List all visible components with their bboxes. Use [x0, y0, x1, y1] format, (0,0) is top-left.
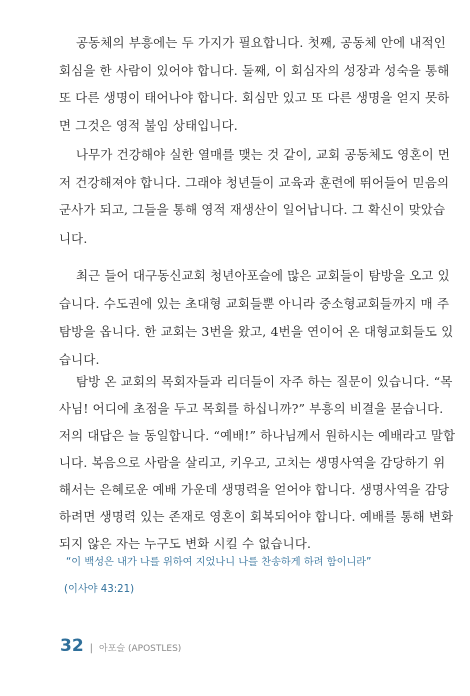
body-line: 해서는 은혜로운 예배 가운데 생명력을 얻어야 합니다. 생명사역을 감당	[59, 482, 450, 497]
body-line: 니다. 복음으로 사람을 살리고, 키우고, 고치는 생명사역을 감당하기 위	[59, 455, 446, 470]
body-line: 습니다. 수도권에 있는 초대형 교회들뿐 아니라 중소형교회들까지 매 주	[59, 296, 450, 311]
body-line: 탐방 온 교회의 목회자들과 리더들이 자주 하는 질문이 있습니다. “목	[76, 374, 453, 389]
body-line: 최근 들어 대구동신교회 청년아포슬에 많은 교회들이 탐방을 오고 있	[76, 268, 450, 283]
body-line: 나무가 건강해야 실한 열매를 맺는 것 같이, 교회 공동체도 영혼이 먼	[76, 147, 451, 162]
body-line: 공동체의 부흥에는 두 가지가 필요합니다. 첫째, 공동체 안에 내적인	[76, 35, 446, 50]
footer-separator: |	[89, 643, 94, 654]
body-line: 군사가 되고, 그들을 통해 영적 재생산이 일어납니다. 그 확신이 맞았습	[59, 202, 446, 217]
body-line: 저 건강해져야 합니다. 그래야 청년들이 교육과 훈련에 뛰어들어 믿음의	[59, 175, 450, 190]
body-line: 사님! 어디에 초점을 두고 목회를 하십니까?” 부흥의 비결을 묻습니다.	[59, 401, 444, 416]
page-number: 32	[60, 636, 84, 656]
body-line: 탐방을 옵니다. 한 교회는 3번을 왔고, 4번을 연이어 온 대형교회들도 있	[59, 324, 454, 339]
body-line: 저의 대답은 늘 동일합니다. “예배!” 하나님께서 원하시는 예배라고 말합	[59, 428, 456, 443]
page-footer	[60, 636, 181, 656]
body-line: 회심을 한 사람이 있어야 합니다. 둘째, 이 회심자의 성장과 성숙을 통해	[59, 63, 450, 78]
body-line: 하려면 생명력 있는 존재로 영혼이 회복되어야 합니다. 예배를 통해 변화	[59, 509, 454, 524]
scripture-reference: (이사야 43:21)	[64, 584, 135, 595]
body-line: 면 그것은 영적 불임 상태입니다.	[59, 118, 238, 133]
body-line: 되지 않은 자는 누구도 변화 시킬 수 없습니다.	[59, 536, 312, 551]
body-line: 습니다.	[59, 352, 100, 367]
body-line: 또 다른 생명이 태어나야 합니다. 회심만 있고 또 다른 생명을 얻지 못하	[59, 90, 450, 105]
scripture-quote: “이 백성은 내가 나를 위하여 지었나니 나를 찬송하게 하려 함이니라”	[66, 557, 372, 568]
running-title: 아포슬 (APOSTLES)	[99, 644, 182, 654]
body-line: 니다.	[59, 231, 88, 246]
